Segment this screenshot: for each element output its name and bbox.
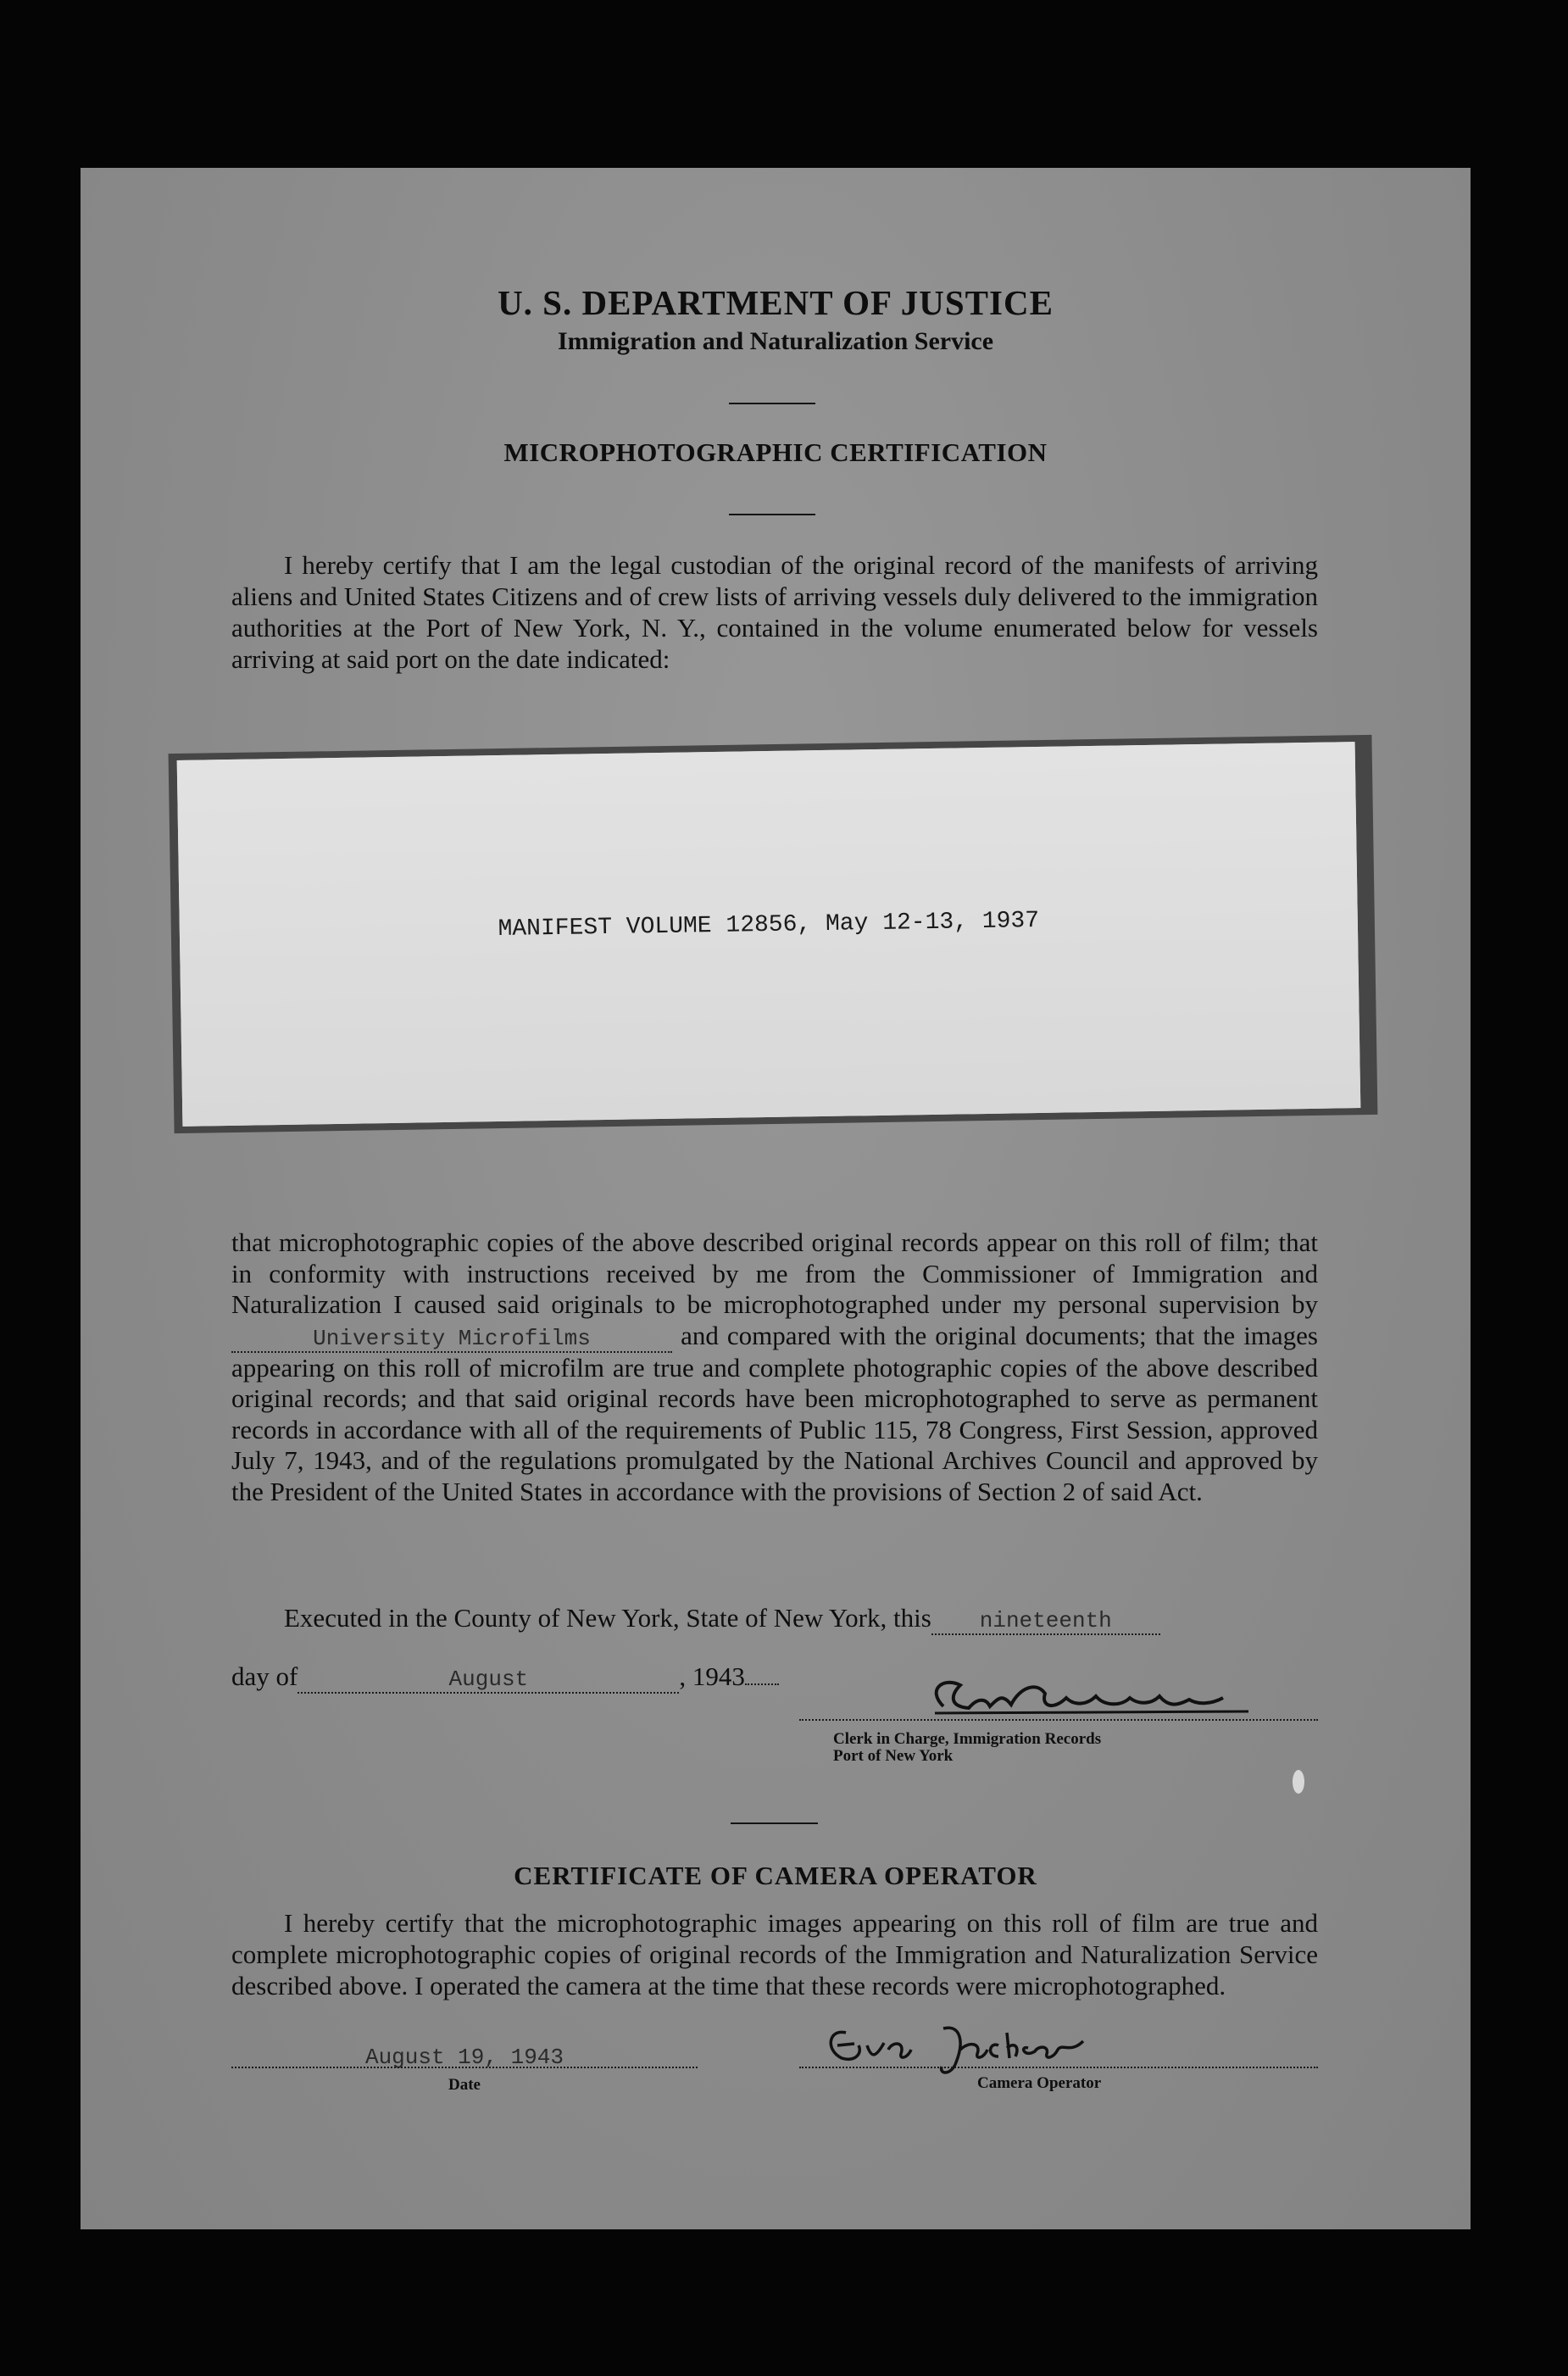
execution-year: , 1943 (679, 1661, 745, 1691)
camera-operator-line (799, 2067, 1318, 2068)
clerk-signature-block (799, 1677, 1318, 1787)
department-title: U. S. DEPARTMENT OF JUSTICE (498, 283, 1054, 322)
clerk-signature-line (799, 1719, 1318, 1721)
clerk-title-line2: Port of New York (833, 1747, 954, 1765)
divider (731, 1822, 818, 1824)
body-paragraph (231, 1227, 1318, 1507)
clerk-title-line1: Clerk in Charge, Immigration Records (833, 1730, 1102, 1748)
day-of-label: day of (231, 1661, 298, 1691)
camera-operator-block (799, 2016, 1318, 2101)
year-fill (745, 1683, 779, 1685)
service-subtitle: Immigration and Naturalization Service (557, 327, 994, 355)
date-block (231, 2041, 698, 2101)
photographer-field: University Microfilms (231, 1326, 672, 1353)
day-of-line (231, 1661, 876, 1694)
camera-operator-label: Camera Operator (977, 2074, 1102, 2092)
camera-certificate-heading: CERTIFICATE OF CAMERA OPERATOR (514, 1861, 1037, 1890)
certificate-date: August 19, 1943 (364, 2045, 564, 2070)
film-artifact (1293, 1770, 1304, 1794)
execution-month-field: August (297, 1667, 679, 1694)
clerk-signature (918, 1672, 1274, 1723)
divider (729, 403, 815, 404)
execution-day-field: nineteenth (931, 1608, 1160, 1635)
body-text-part1: that microphotographic copies of the above described original records appear on this roll of film; that in conformity with instructions received by me from the Commissioner of Immigration and Naturalization I caused said originals to be microphotographed under my personal supervision by (231, 1227, 1318, 1319)
clerk-title (833, 1731, 1101, 1765)
film-artifact (259, 1109, 264, 1124)
record-card-text: MANIFEST VOLUME 12856, May 12-13, 1937 (498, 907, 1040, 943)
date-label: Date (448, 2076, 481, 2094)
record-card (177, 742, 1361, 1127)
execution-line (231, 1603, 1318, 1635)
camera-operator-signature (816, 2016, 1172, 2084)
date-line (231, 2067, 698, 2068)
certificate-sheet (81, 168, 1471, 2229)
intro-paragraph: I hereby certify that I am the legal custodian of the original record of the manifests of arriving aliens and United States Citizens and of crew lists of arriving vessels duly delivered to the immigration authorities at the Port of New York, N. Y., contained in the volume enumerated below for vessels arriving at said port on the date indicated: (231, 550, 1318, 674)
divider (729, 514, 815, 515)
body-text-part2: and compared with the original documents; that the images appearing on this roll of microfilm are true and complete photographic copies of the above described original records; and that said original records have been microphotographed to serve as permanent records in accordance with all of the requirements of Public 115, 78 Congress, First Session, approved July 7, 1943, and of the regulations promulgated by the National Archives Council and approved by the President of the United States in accordance with the provisions of Section 2 of said Act. (231, 1320, 1318, 1506)
certification-heading: MICROPHOTOGRAPHIC CERTIFICATION (503, 437, 1048, 467)
camera-certificate-paragraph: I hereby certify that the microphotographic images appearing on this roll of film are true and complete microphotographic copies of original records of the Immigration and Naturalization Service described above. I operated the camera at the time that these records were microphotographed. (231, 1908, 1318, 2000)
execution-text: Executed in the County of New York, State of New York, this (284, 1603, 931, 1633)
